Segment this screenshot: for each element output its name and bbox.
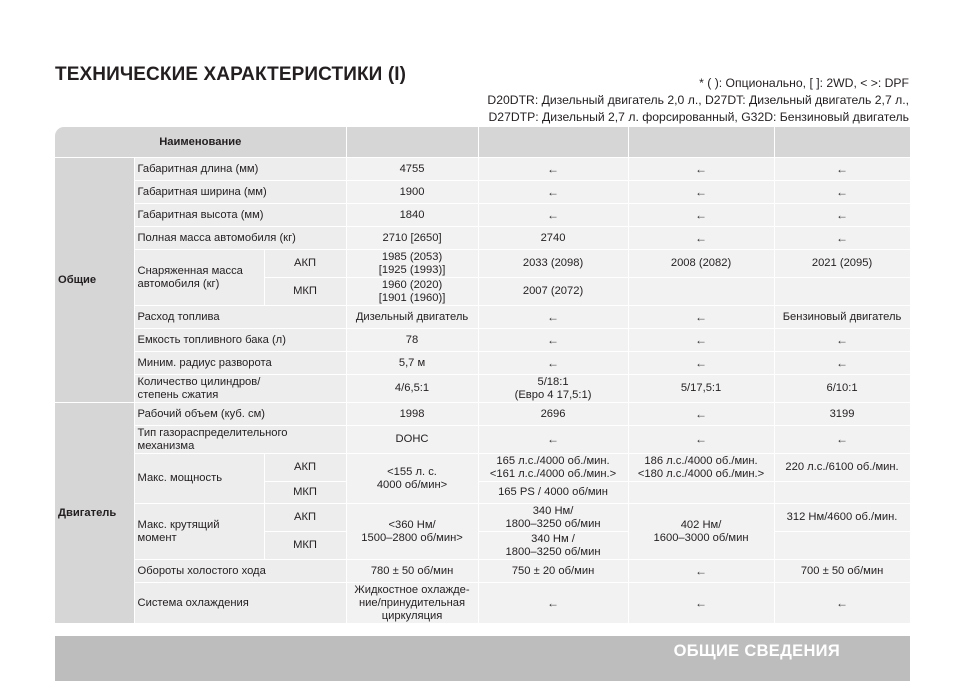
value-cell — [774, 278, 910, 306]
value-cell: 2740 — [478, 227, 628, 250]
value-cell: 750 ± 20 об/мин — [478, 560, 628, 583]
value-line: ние/принудительная — [358, 596, 466, 609]
value-cell: Дизельный двигатель — [346, 306, 478, 329]
row-label: Обороты холостого хода — [134, 560, 346, 583]
row-label — [134, 504, 264, 560]
arrow-cell: ← — [478, 352, 628, 375]
row-label: Емкость топливного бака (л) — [134, 329, 346, 352]
value-cell: 2021 (2095) — [774, 250, 910, 278]
value-cell — [346, 250, 478, 278]
value-line: 5/18:1 — [537, 375, 569, 388]
value-line: <180 л.с./4000 об./мин.> — [637, 467, 765, 480]
value-cell — [774, 532, 910, 560]
arrow-cell: ← — [478, 306, 628, 329]
value-cell: Бензиновый двигатель — [774, 306, 910, 329]
arrow-cell: ← — [478, 181, 628, 204]
row-label — [134, 375, 346, 403]
value-line: 402 Нм/ — [680, 518, 722, 531]
arrow-cell: ← — [478, 426, 628, 454]
value-cell: 1900 — [346, 181, 478, 204]
label-line: механизма — [137, 439, 195, 452]
arrow-cell: ← — [628, 426, 774, 454]
value-line: 1960 (2020) — [381, 278, 443, 291]
table-row — [55, 158, 910, 181]
value-cell: 78 — [346, 329, 478, 352]
value-cell — [628, 504, 774, 560]
value-cell: 2033 (2098) — [478, 250, 628, 278]
value-line: [1925 (1993)] — [378, 263, 446, 276]
row-label: Расход топлива — [134, 306, 346, 329]
value-line: 4000 об/мин> — [376, 478, 448, 491]
header-cell — [628, 127, 774, 158]
arrow-cell: ← — [478, 204, 628, 227]
table-row — [55, 426, 910, 454]
arrow-cell: ← — [628, 560, 774, 583]
legend — [409, 75, 909, 126]
table-row — [55, 375, 910, 403]
arrow-cell: ← — [628, 204, 774, 227]
header-cell — [346, 127, 478, 158]
value-cell: 780 ± 50 об/мин — [346, 560, 478, 583]
arrow-cell: ← — [478, 583, 628, 624]
row-label: Рабочий объем (куб. см) — [134, 403, 346, 426]
arrow-cell: ← — [774, 329, 910, 352]
value-cell — [346, 278, 478, 306]
value-cell: 2007 (2072) — [478, 278, 628, 306]
value-line: Жидкостное охлажде- — [354, 583, 470, 596]
arrow-cell: ← — [478, 158, 628, 181]
arrow-cell: ← — [774, 352, 910, 375]
row-label — [134, 426, 346, 454]
legend-line: * ( ): Опционально, [ ]: 2WD, < >: DPF — [699, 76, 909, 90]
table-row — [55, 352, 910, 375]
arrow-cell: ← — [774, 583, 910, 624]
value-cell: 165 PS / 4000 об/мин — [478, 482, 628, 504]
value-line: циркуляция — [381, 609, 443, 622]
label-line: Макс. крутящий — [137, 518, 220, 531]
value-cell: 4755 — [346, 158, 478, 181]
arrow-cell: ← — [628, 227, 774, 250]
sub-label-mkp: МКП — [264, 532, 346, 560]
value-cell — [628, 454, 774, 482]
arrow-cell: ← — [628, 158, 774, 181]
table-row — [55, 181, 910, 204]
table-row — [55, 250, 910, 278]
value-line: 186 л.с./4000 об./мин. — [644, 454, 758, 467]
value-line: 1800–3250 об/мин — [505, 517, 601, 530]
sub-label-mkp: МКП — [264, 482, 346, 504]
label-line: степень сжатия — [137, 388, 219, 401]
value-cell: 4/6,5:1 — [346, 375, 478, 403]
arrow-cell: ← — [628, 181, 774, 204]
value-cell — [628, 278, 774, 306]
arrow-cell: ← — [628, 306, 774, 329]
sub-label-akp: АКП — [264, 250, 346, 278]
label-line: Тип газораспределительного — [137, 426, 288, 439]
sub-label-akp: АКП — [264, 504, 346, 532]
table-row — [55, 403, 910, 426]
header-cell — [774, 127, 910, 158]
value-line: 1500–2800 об/мин> — [361, 531, 463, 544]
arrow-cell: ← — [628, 583, 774, 624]
value-cell — [478, 454, 628, 482]
spec-table — [55, 127, 911, 624]
value-cell: 2710 [2650] — [346, 227, 478, 250]
row-label: Полная масса автомобиля (кг) — [134, 227, 346, 250]
value-cell: 1840 — [346, 204, 478, 227]
value-line: 1985 (2053) — [381, 250, 443, 263]
arrow-cell: ← — [478, 329, 628, 352]
table-header-row — [55, 127, 910, 158]
row-label: Система охлаждения — [134, 583, 346, 624]
value-cell — [346, 504, 478, 560]
arrow-cell: ← — [628, 403, 774, 426]
arrow-cell: ← — [628, 329, 774, 352]
legend-line: D27DTP: Дизельный 2,7 л. форсированный, G32D: Бензиновый двигатель — [488, 110, 909, 124]
value-cell — [478, 504, 628, 532]
value-line: <161 л.с./4000 об./мин.> — [489, 467, 617, 480]
value-line: 340 Нм / — [531, 532, 575, 545]
sub-label-akp: АКП — [264, 454, 346, 482]
category-general: Общие — [55, 158, 134, 403]
label-line: момент — [137, 531, 177, 544]
header-cell — [478, 127, 628, 158]
row-label: Миним. радиус разворота — [134, 352, 346, 375]
arrow-cell: ← — [628, 352, 774, 375]
value-cell — [478, 375, 628, 403]
value-cell: 1998 — [346, 403, 478, 426]
arrow-cell: ← — [774, 227, 910, 250]
value-cell: 3199 — [774, 403, 910, 426]
header-name: Наименование — [55, 127, 346, 158]
row-label: Снаряженная масса автомобиля (кг) — [134, 250, 264, 306]
value-cell: DOHC — [346, 426, 478, 454]
sub-label-mkp: МКП — [264, 278, 346, 306]
table-row — [55, 454, 910, 482]
value-line: <155 л. с. — [387, 465, 437, 478]
arrow-cell: ← — [774, 158, 910, 181]
label-line: Количество цилиндров/ — [137, 375, 261, 388]
arrow-cell: ← — [774, 204, 910, 227]
value-cell: 2696 — [478, 403, 628, 426]
value-cell: 6/10:1 — [774, 375, 910, 403]
row-label: Габаритная ширина (мм) — [134, 181, 346, 204]
category-engine: Двигатель — [55, 403, 134, 624]
value-line: 340 Нм/ — [532, 504, 574, 517]
table-row — [55, 583, 910, 624]
value-cell — [346, 583, 478, 624]
row-label: Макс. мощность — [134, 454, 264, 504]
value-cell: 2008 (2082) — [628, 250, 774, 278]
row-label: Габаритная высота (мм) — [134, 204, 346, 227]
value-cell — [628, 482, 774, 504]
value-line: (Евро 4 17,5:1) — [514, 388, 592, 401]
value-line: 1600–3000 об/мин — [653, 531, 749, 544]
value-line: 1800–3250 об/мин — [505, 545, 601, 558]
table-row — [55, 560, 910, 583]
value-cell: 5,7 м — [346, 352, 478, 375]
value-cell — [346, 454, 478, 504]
page-title: ТЕХНИЧЕСКИЕ ХАРАКТЕРИСТИКИ (I) — [55, 64, 407, 85]
table-row — [55, 329, 910, 352]
footer-bar — [55, 636, 910, 681]
arrow-cell: ← — [774, 181, 910, 204]
value-cell — [774, 482, 910, 504]
value-cell: 220 л.с./6100 об./мин. — [774, 454, 910, 482]
value-line: <360 Нм/ — [388, 518, 436, 531]
table-row — [55, 504, 910, 532]
arrow-cell: ← — [774, 426, 910, 454]
legend-line: D20DTR: Дизельный двигатель 2,0 л., D27DT: Дизельный двигатель 2,7 л., — [487, 93, 909, 107]
section-title: ОБЩИЕ СВЕДЕНИЯ — [673, 642, 840, 660]
value-cell: 700 ± 50 об/мин — [774, 560, 910, 583]
value-cell: 312 Нм/4600 об./мин. — [774, 504, 910, 532]
value-line: 165 л.с./4000 об./мин. — [496, 454, 610, 467]
table-row — [55, 204, 910, 227]
value-cell: 5/17,5:1 — [628, 375, 774, 403]
table-row — [55, 227, 910, 250]
row-label: Габаритная длина (мм) — [134, 158, 346, 181]
value-line: [1901 (1960)] — [378, 291, 446, 304]
value-cell — [478, 532, 628, 560]
table-row — [55, 306, 910, 329]
